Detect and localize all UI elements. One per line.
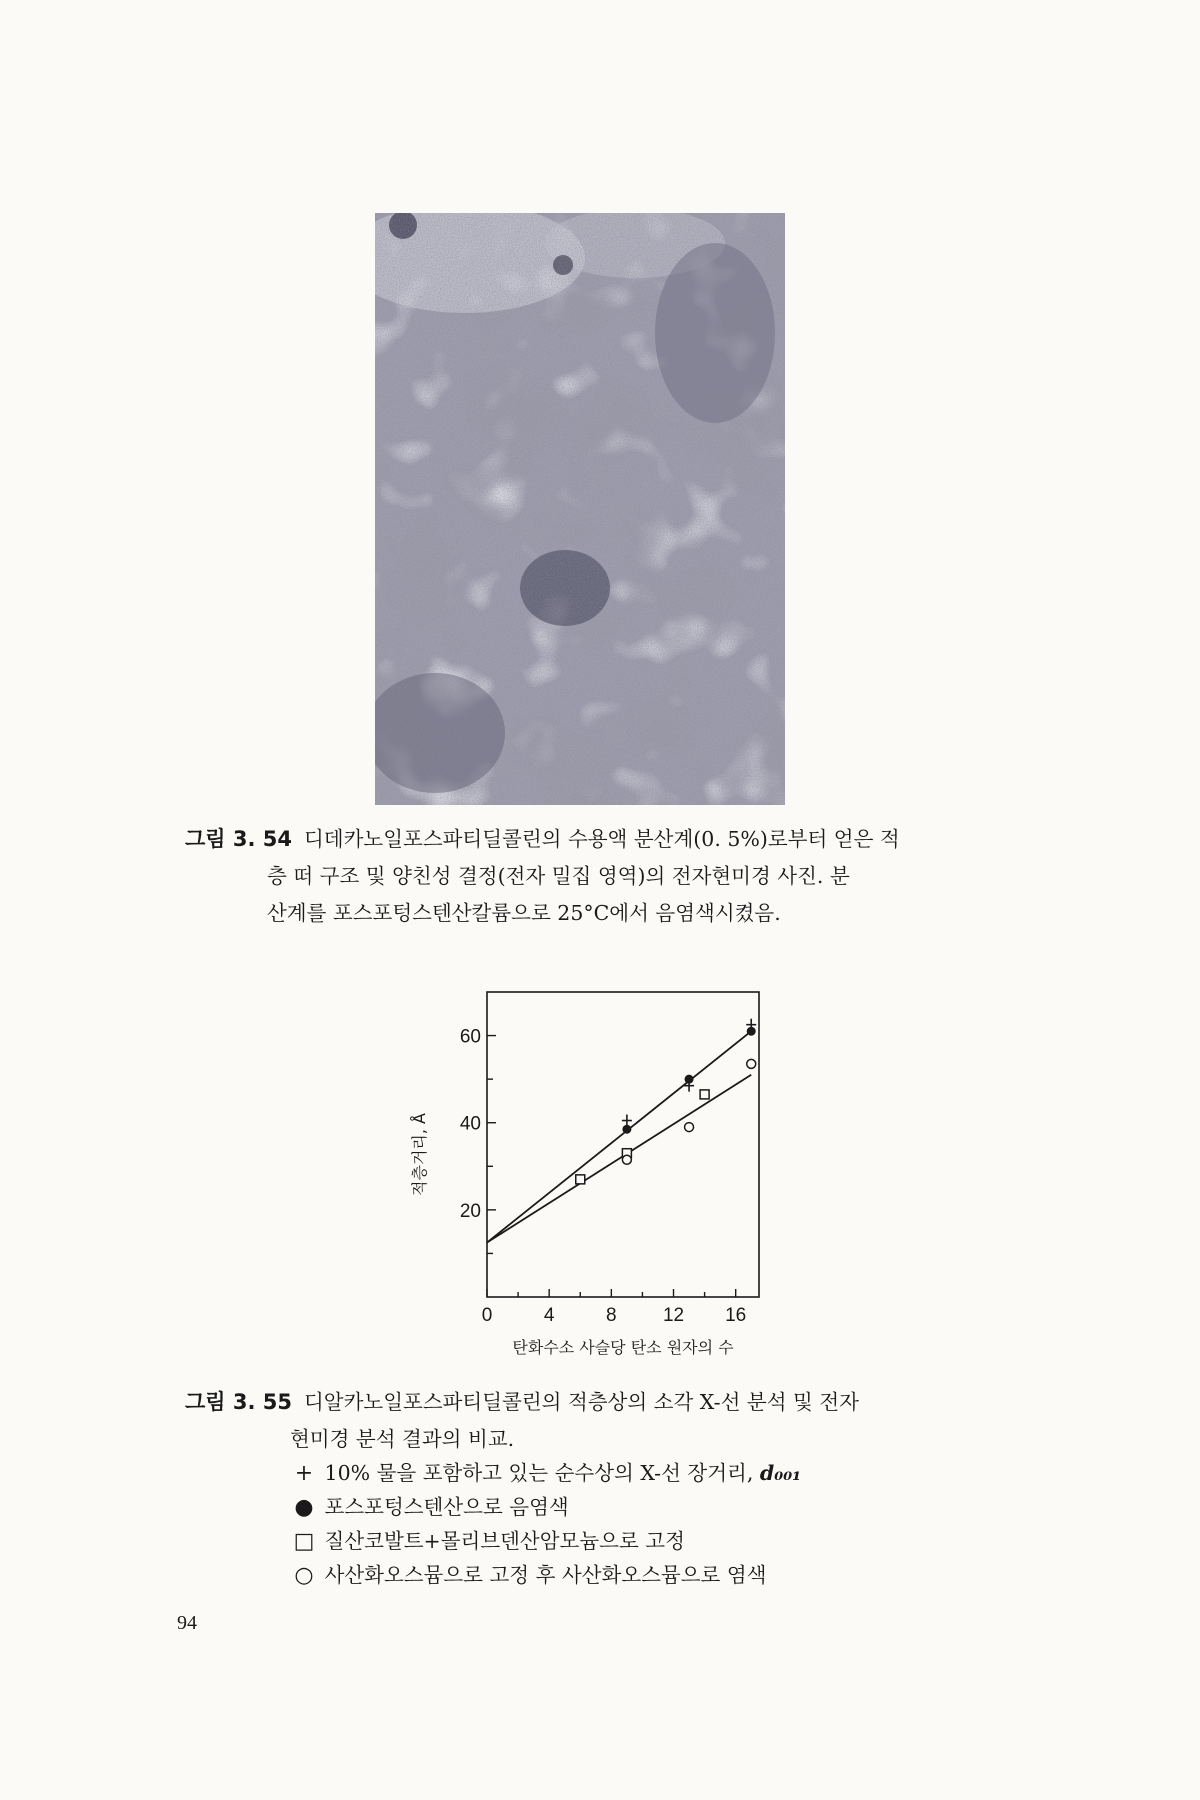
open-circle-icon: ○ <box>294 1563 314 1588</box>
fit-line <box>487 1031 751 1242</box>
figure-label: 그림 3. 54 <box>185 827 293 851</box>
filled-circle-marker <box>622 1125 631 1134</box>
legend-item-open-circle <box>290 1560 766 1591</box>
open-square-marker <box>576 1175 585 1184</box>
legend-text: 사산화오스뮴으로 고정 후 사산화오스뮴으로 염색 <box>324 1563 767 1587</box>
open-circle-marker <box>685 1123 694 1132</box>
open-circle-marker <box>622 1155 631 1164</box>
y-tick-label: 40 <box>459 1113 481 1135</box>
figure-label: 그림 3. 55 <box>185 1390 293 1414</box>
legend-text: 질산코발트+몰리브덴산암모늄으로 고정 <box>324 1529 685 1553</box>
legend-item-filled-circle <box>290 1492 569 1523</box>
d001-symbol: d₀₀₁ <box>759 1461 802 1485</box>
filled-circle-marker <box>747 1027 756 1036</box>
x-tick-label: 12 <box>662 1305 685 1326</box>
x-tick-label: 4 <box>543 1305 555 1326</box>
plus-marker <box>622 1115 632 1127</box>
filled-circle-marker <box>685 1075 694 1084</box>
y-tick-label: 60 <box>459 1026 481 1048</box>
open-square-marker <box>700 1090 709 1099</box>
x-tick-label: 0 <box>481 1305 493 1326</box>
open-circle-marker <box>747 1059 756 1068</box>
chart-svg <box>395 980 795 1380</box>
legend-text: 10% 물을 포함하고 있는 순수상의 X-선 장거리, <box>324 1461 760 1485</box>
legend-item-plus <box>290 1458 801 1489</box>
plus-icon: + <box>294 1461 314 1486</box>
caption-line: 산계를 포스포텅스텐산칼륨으로 25°C에서 음염색시켰음. <box>267 901 781 925</box>
caption-line: 디데카노일포스파티딜콜린의 수용액 분산계(0. 5%)로부터 얻은 적 <box>304 827 900 851</box>
y-axis-label: 적층거리, Å <box>410 1113 429 1196</box>
fit-line <box>487 1075 751 1243</box>
plot-frame <box>487 992 759 1297</box>
legend-item-open-square <box>290 1526 685 1557</box>
electron-micrograph-image <box>375 213 785 805</box>
caption-line: 디알카노일포스파티딜콜린의 적층상의 소각 X-선 분석 및 전자 <box>304 1390 859 1414</box>
caption-line: 현미경 분석 결과의 비교. <box>290 1427 515 1451</box>
x-tick-label: 8 <box>606 1305 617 1326</box>
figure-3-54-caption <box>185 821 1025 933</box>
page-number: 94 <box>177 1612 197 1634</box>
legend-text: 포스포텅스텐산으로 음염색 <box>324 1495 569 1519</box>
stacking-distance-chart <box>395 980 795 1380</box>
x-axis-label: 탄화수소 사슬당 탄소 원자의 수 <box>512 1338 734 1357</box>
y-tick-label: 20 <box>459 1200 481 1222</box>
caption-line: 층 떠 구조 및 양친성 결정(전자 밀집 영역)의 전자현미경 사진. 분 <box>267 864 850 888</box>
open-square-icon: □ <box>293 1529 315 1554</box>
filled-circle-icon: ● <box>294 1495 314 1520</box>
x-tick-label: 16 <box>725 1305 747 1326</box>
